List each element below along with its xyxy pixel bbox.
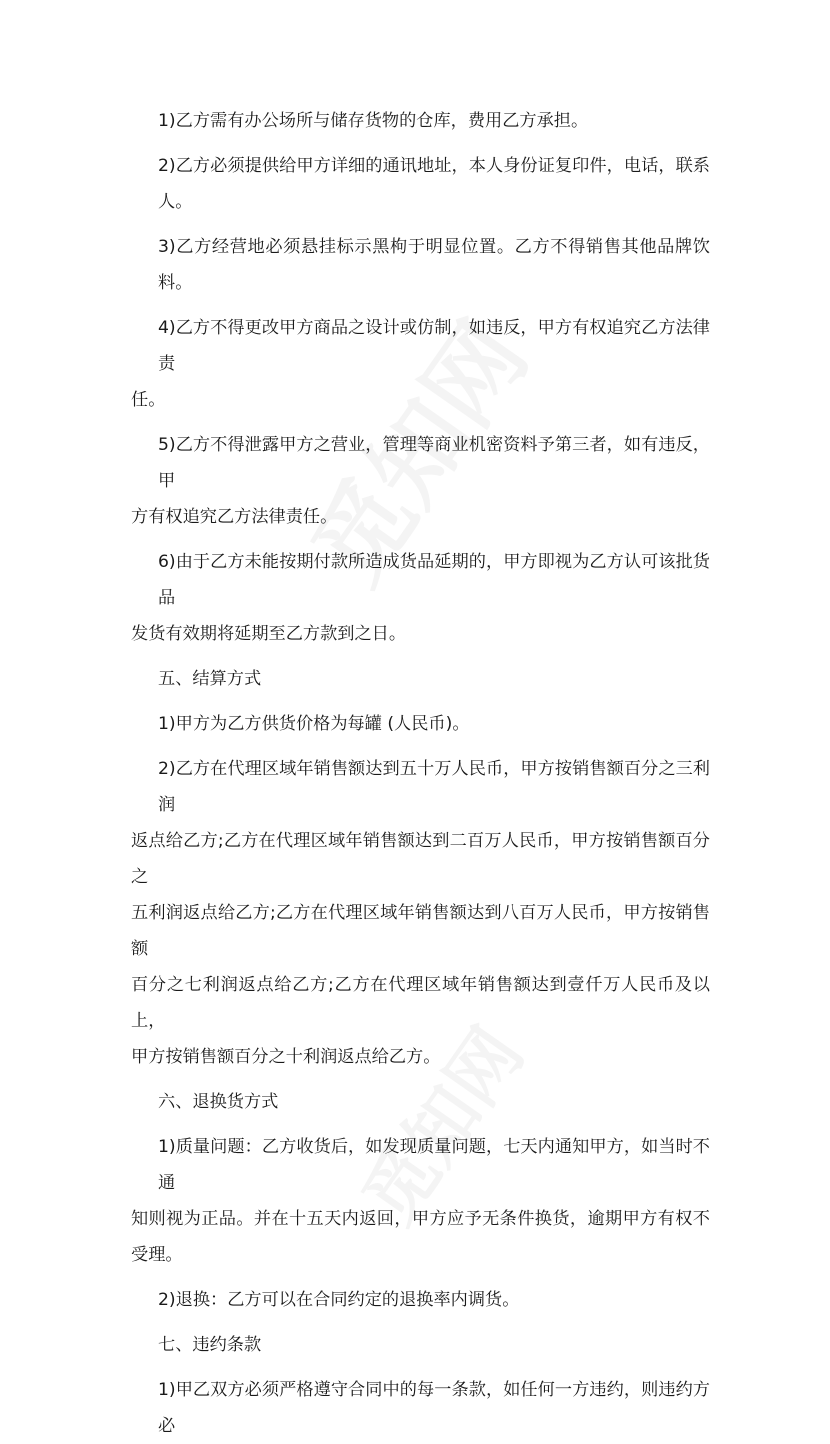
paragraph-settlement-1: 1)甲方为乙方供货价格为每罐 (人民币)。 (158, 714, 470, 734)
paragraph-requirement-2: 2)乙方必须提供给甲方详细的通讯地址，本人身份证复印件，电话，联系人。 (158, 156, 710, 212)
section-heading-returns: 六、退换货方式 (158, 1092, 279, 1112)
document-body (131, 103, 710, 1444)
paragraph-settlement-2-cont-2: 五利润返点给乙方;乙方在代理区域年销售额达到八百万人民币，甲方按销售额 (131, 903, 710, 959)
section-heading-breach: 七、违约条款 (158, 1335, 262, 1355)
paragraph-requirement-4: 4)乙方不得更改甲方商品之设计或仿制，如违反，甲方有权追究乙方法律责 (158, 318, 710, 374)
paragraph-requirement-6: 6)由于乙方未能按期付款所造成货品延期的，甲方即视为乙方认可该批货品 (158, 552, 710, 608)
paragraph-requirement-4-cont: 任。 (131, 390, 166, 410)
paragraph-settlement-2-cont-3: 百分之七利润返点给乙方;乙方在代理区域年销售额达到壹仟万人民币及以上， (131, 975, 710, 1031)
paragraph-returns-2: 2)退换：乙方可以在合同约定的退换率内调货。 (158, 1290, 520, 1310)
paragraph-settlement-2-cont-1: 返点给乙方;乙方在代理区域年销售额达到二百万人民币，甲方按销售额百分之 (131, 831, 710, 887)
paragraph-returns-1: 1)质量问题：乙方收货后，如发现质量问题，七天内通知甲方，如当时不通 (158, 1137, 710, 1193)
paragraph-requirement-5: 5)乙方不得泄露甲方之营业，管理等商业机密资料予第三者，如有违反，甲 (158, 435, 710, 491)
paragraph-requirement-3: 3)乙方经营地必须悬挂标示黑枸于明显位置。乙方不得销售其他品牌饮料。 (158, 237, 710, 293)
paragraph-breach-1: 1)甲乙双方必须严格遵守合同中的每一条款，如任何一方违约，则违约方必 (158, 1380, 710, 1436)
paragraph-requirement-5-cont: 方有权追究乙方法律责任。 (131, 507, 338, 527)
paragraph-settlement-2: 2)乙方在代理区域年销售额达到五十万人民币，甲方按销售额百分之三利润 (158, 759, 710, 815)
paragraph-settlement-2-cont-4: 甲方按销售额百分之十利润返点给乙方。 (131, 1047, 441, 1067)
paragraph-requirement-6-cont: 发货有效期将延期至乙方款到之日。 (131, 624, 407, 644)
paragraph-returns-1-cont: 知则视为正品。并在十五天内返回，甲方应予无条件换货，逾期甲方有权不受理。 (131, 1209, 710, 1265)
section-heading-settlement: 五、结算方式 (158, 669, 262, 689)
paragraph-requirement-1: 1)乙方需有办公场所与储存货物的仓库，费用乙方承担。 (158, 111, 589, 131)
